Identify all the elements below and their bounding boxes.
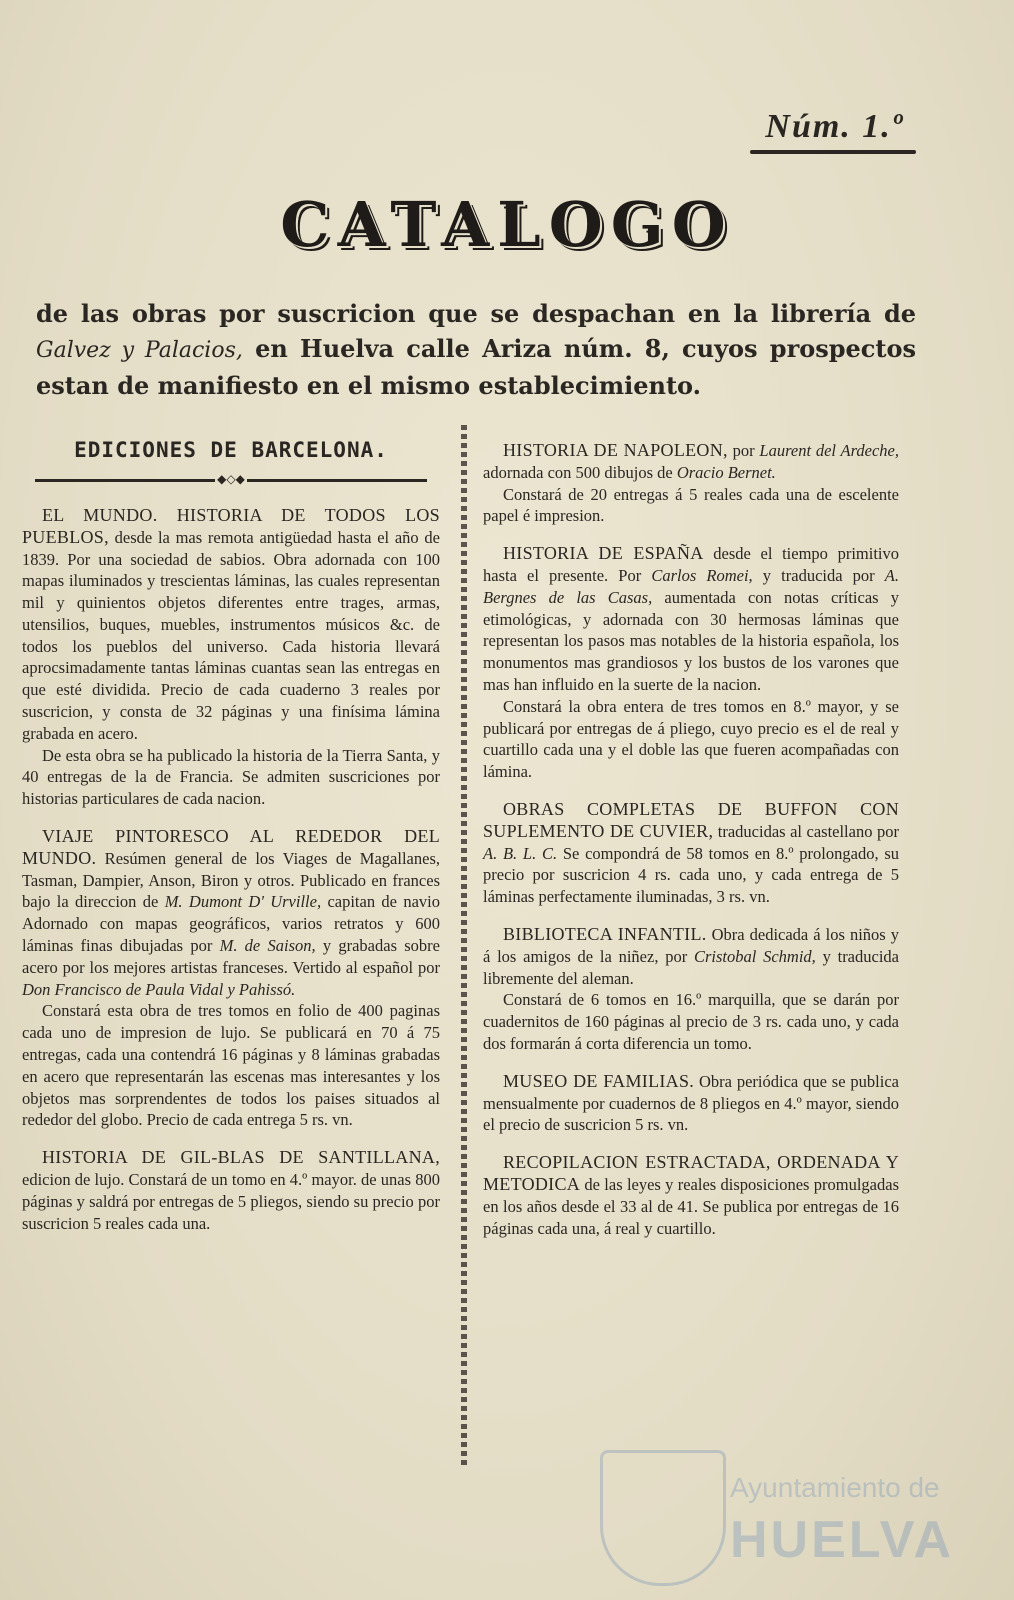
entry-heading: MUSEO DE FAMILIAS.	[503, 1070, 695, 1091]
entry-text: edicion de lujo. Constará de un tomo en 4.º mayor. de unas 800 páginas y saldrá por entregas de 5 pliegos, siendo su precio por suscricion 5 reales cada una.	[22, 1170, 440, 1233]
entry-text: y traducida por	[752, 565, 885, 585]
column-divider	[461, 425, 467, 1465]
issue-number: Núm. 1.º	[765, 108, 904, 145]
ornament-divider: ◆◇◆	[22, 468, 440, 491]
entry-text: adornada con 500 dibujos de	[483, 462, 677, 482]
entry-text: por	[727, 441, 760, 460]
catalog-entry	[483, 1152, 899, 1239]
entry-heading: HISTORIA DE NAPOLEON,	[503, 440, 728, 460]
entry-heading: HISTORIA DE GIL-BLAS DE SANTILLANA,	[42, 1147, 440, 1168]
entry-text: capitan de navio Adornado con mapas geográficos, varios retratos y 600 láminas finas dibujadas por	[22, 892, 441, 956]
entry-author: M. de Saison,	[219, 936, 316, 956]
section-heading: EDICIONES DE BARCELONA.	[74, 438, 388, 462]
entry-text: desde la mas remota antigüedad hasta el año de 1839. Por una sociedad de sabios. Obra adornada con 100 mapas iluminados y trescientas láminas, las cuales representan mil y quinientos objetos diferentes entre trages, armas, utensilios, buques, muebles, instrumentos músicos &c. de todos los pueblos del universo. Cada historia llevará aprocsimadamente tantas láminas cuantas sean las entregas en que esté dividida. Precio de cada cuaderno 3 reales por suscricion, y consta de 32 páginas y una finísima lámina grabada en acero.	[22, 527, 440, 743]
entry-heading: BIBLIOTECA INFANTIL.	[503, 923, 707, 944]
entry-heading: OBRAS COMPLETAS DE BUFFON CON SUPLEMENTO DE CUVIER,	[483, 798, 899, 841]
issue-number-underline	[750, 150, 916, 154]
entry-paragraph: Constará la obra entera de tres tomos en 8.º mayor, y se publicará por entregas de á pliego, cuyo precio es el de real y cuartillo cada una y el doble las que fueren acompañadas con lámina.	[483, 696, 899, 782]
entry-text: Resúmen general de los Viages de Magallanes, Tasman, Dampier, Anson, Biron y otros. Publicado en frances bajo la direccion de	[22, 848, 440, 912]
bookseller-name: Galvez y Palacios,	[36, 338, 243, 363]
entry-heading: EL MUNDO. HISTORIA DE TODOS LOS PUEBLOS,	[22, 504, 440, 547]
entry-paragraph: Constará esta obra de tres tomos en folio de 400 paginas cada uno de impresion de lujo. Se publicará en 70 á 75 entregas, cada una contendrá 16 páginas y 8 láminas grabadas en acero que representarán las escenas mas interesantes y los objetos mas sorprendentes de todos los paises situados al rededor del globo. Precio de cada entrega 5 rs. vn.	[22, 1001, 440, 1130]
entry-text: de las leyes y reales disposiciones promulgadas en los años desde el 33 al de 41. Se publica por entregas de 16 páginas cada una, á real y cuartillo.	[483, 1174, 899, 1238]
catalog-entry	[483, 440, 899, 527]
catalog-title: CATALOGO	[280, 188, 734, 261]
watermark-logo	[600, 1450, 955, 1580]
entry-author: A. B. L. C.	[483, 843, 558, 863]
entry-paragraph: Constará de 6 tomos en 16.º marquilla, que se darán por cuadernitos de 160 páginas al precio de 3 rs. cada uno, y cada dos formarán á corta diferencia un tomo.	[483, 990, 899, 1053]
entry-author: Don Francisco de Paula Vidal y Pahissó.	[22, 979, 296, 999]
entry-text: y traducida libremente del aleman.	[483, 946, 899, 988]
coat-of-arms-icon	[600, 1450, 726, 1586]
right-column	[483, 440, 899, 1255]
entry-heading: VIAJE PINTORESCO AL REDEDOR DEL MUNDO.	[22, 826, 440, 868]
catalog-subtitle	[36, 296, 916, 403]
entry-author: Oracio Bernet.	[676, 462, 776, 482]
entry-author: M. Dumont D' Urville,	[164, 892, 322, 912]
entry-text: desde el tiempo primitivo hasta el presente. Por	[483, 544, 900, 585]
entry-heading: HISTORIA DE ESPAÑA	[503, 543, 704, 564]
entry-author: Laurent del Ardeche,	[759, 441, 899, 460]
entry-text: Obra periódica que se publica mensualmente por cuadernos de 8 pliegos en 4.º mayor, siendo el precio de suscricion 5 rs. vn.	[483, 1071, 899, 1135]
entry-text: traducidas al castellano por	[713, 821, 899, 841]
catalog-entry	[22, 826, 440, 1131]
entry-heading: RECOPILACION ESTRACTADA, ORDENADA Y METODICA	[483, 1152, 899, 1194]
entry-author: Cristobal Schmid,	[693, 946, 816, 966]
catalog-entry	[483, 543, 899, 783]
watermark-line-2: HUELVA	[730, 1511, 955, 1569]
subtitle-part-2: en Huelva calle Ariza núm. 8, cuyos prospectos estan de manifiesto en el mismo establecimiento.	[36, 334, 916, 400]
entry-paragraph: De esta obra se ha publicado la historia de la Tierra Santa, y 40 entregas de la de Francia. Se admiten suscriciones por historias particulares de cada nacion.	[22, 745, 440, 809]
catalog-entry	[22, 505, 440, 810]
entry-text: aumentada con notas críticas y etimológicas, y adornada con 30 hermosas láminas que representan los pasos mas notables de la historia española, los monumentos mas grandiosos y los bustos de los varones que mas han influido en la suerte de la nacion.	[483, 587, 899, 694]
watermark-line-1: Ayuntamiento de	[730, 1472, 940, 1503]
entry-paragraph: Constará de 20 entregas á 5 reales cada una de escelente papel é impresion.	[483, 484, 899, 526]
entry-text: Obra dedicada á los niños y á los amigos de la niñez, por	[483, 924, 899, 966]
catalog-entry	[22, 1147, 440, 1234]
entry-author: Carlos Romei,	[651, 565, 753, 585]
catalog-entry	[483, 924, 899, 1055]
catalog-entry	[483, 1071, 899, 1136]
subtitle-part-1: de las obras por suscricion que se despachan en la librería de	[36, 299, 916, 328]
entry-author: A. Bergnes de las Casas,	[483, 565, 900, 607]
entry-text: Se compondrá de 58 tomos en 8.º prolongado, su precio por suscricion 4 rs. cada uno, y cada entrega de 5 láminas perfectamente iluminadas, 3 rs. vn.	[483, 843, 899, 907]
left-column	[22, 440, 440, 1250]
entry-text: y grabadas sobre acero por los mejores artistas franceses. Vertido al español por	[22, 936, 440, 977]
catalog-entry	[483, 799, 899, 908]
